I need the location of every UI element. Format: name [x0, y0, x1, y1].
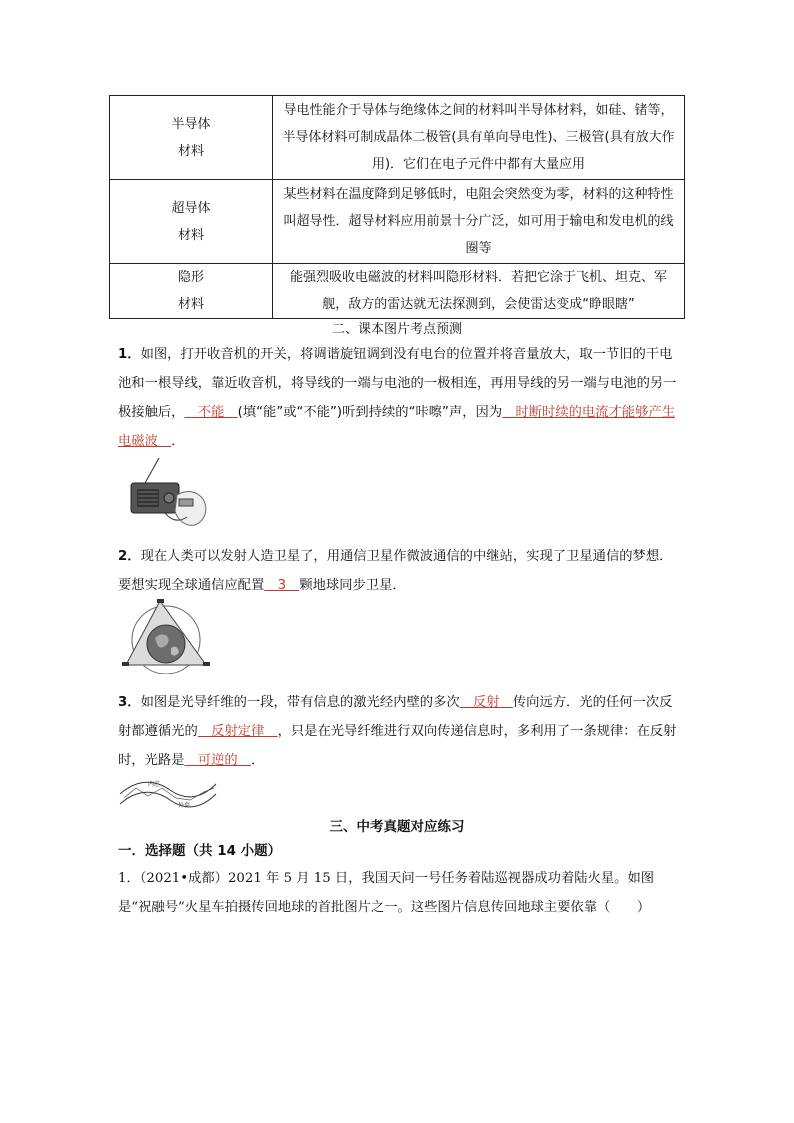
choice-heading: 一．选择题（共 14 小题）	[118, 843, 282, 859]
material-name-line1: 超导体	[171, 200, 211, 216]
fiber-outer-label: 外套	[178, 802, 191, 808]
answer-blank: 反射	[472, 695, 500, 710]
material-name-line1: 半导体	[171, 116, 211, 132]
answer-blank: 反射定律	[211, 724, 265, 739]
question-text: 现在人类可以发射人造卫星了，用通信卫星作微波通信的中继站，实现了卫星通信的梦想．要想实现全球通信应配置	[118, 549, 673, 593]
section2-title: 二、课本图片考点预测	[331, 322, 462, 337]
table-row	[110, 96, 685, 180]
material-name-cell	[110, 180, 273, 264]
mcq-question-1: 1．（2021•成都）2021 年 5 月 15 日，我国天问一号任务着陆巡视器成功着陆火星。如图是“祝融号”火星车拍摄传回地球的首批图片之一。这些图片信息传回地球主要依靠（ ）	[118, 871, 655, 915]
table-row	[110, 264, 685, 319]
question-2	[118, 542, 678, 600]
material-desc-cell: 能强烈吸收电磁波的材料叫隐形材料．若把它涂于飞机、坦克、军舰，敌方的雷达就无法探测到，会使雷达变成“睁眼瞎”	[273, 264, 685, 319]
fiber-inner-label: 内芯	[148, 781, 161, 788]
optical-fiber-figure	[118, 776, 218, 808]
question-text: 颗地球同步卫星．	[299, 578, 406, 593]
material-name-cell	[110, 264, 273, 319]
material-name-line2: 材料	[177, 143, 204, 159]
question-text: 如图是光导纤维的一段，带有信息的激光经内壁的多次	[140, 695, 460, 710]
question-1	[118, 340, 678, 456]
question-text: ．	[250, 753, 265, 768]
question-text: 传向远方．光的任何一次反射都遵循光的	[118, 695, 673, 739]
material-name-line2: 材料	[177, 297, 204, 312]
material-name-line1: 隐形	[177, 270, 204, 285]
question-number: 3．	[118, 695, 141, 710]
answer-blank: 3	[277, 578, 287, 593]
question-text: (填“能”或“不能”)听到持续的“咔嚓”声，因为	[237, 405, 503, 420]
question-number: 2．	[118, 549, 141, 564]
material-name-line2: 材料	[177, 227, 204, 243]
table-row	[110, 180, 685, 264]
section3-title: 三、中考真题对应练习	[329, 819, 465, 835]
material-desc-cell: 某些材料在温度降到足够低时，电阻会突然变为零，材料的这种特性叫超导性．超导材料应用前景十分广泛，如可用于输电和发电机的线圈等	[273, 180, 685, 264]
question-3	[118, 688, 678, 775]
answer-blank: 时断时续的电流才能够产生电磁波	[118, 405, 675, 449]
question-text: 如图，打开收音机的开关，将调谐旋钮调到没有电台的位置并将音量放大，取一节旧的干电池和一根导线，靠近收音机，将导线的一端与电池的一极相连，再用导线的另一端与电池的另一极接触后，	[118, 347, 677, 420]
question-text: ．	[171, 434, 185, 449]
satellite-globe-figure	[119, 598, 213, 674]
question-text: ，只是在光导纤维进行双向传递信息时，多利用了一条规律：在反射时，光路是	[118, 724, 677, 768]
material-name-cell	[110, 96, 273, 180]
radio-battery-figure	[125, 455, 215, 530]
answer-blank: 不能	[197, 405, 225, 420]
materials-table	[109, 95, 685, 319]
answer-blank: 可逆的	[197, 753, 238, 768]
question-number: 1．	[118, 347, 141, 362]
material-desc-cell: 导电性能介于导体与绝缘体之间的材料叫半导体材料，如硅、锗等，半导体材料可制成晶体二极管(具有单向导电性)、三极管(具有放大作用)．它们在电子元件中都有大量应用	[273, 96, 685, 180]
